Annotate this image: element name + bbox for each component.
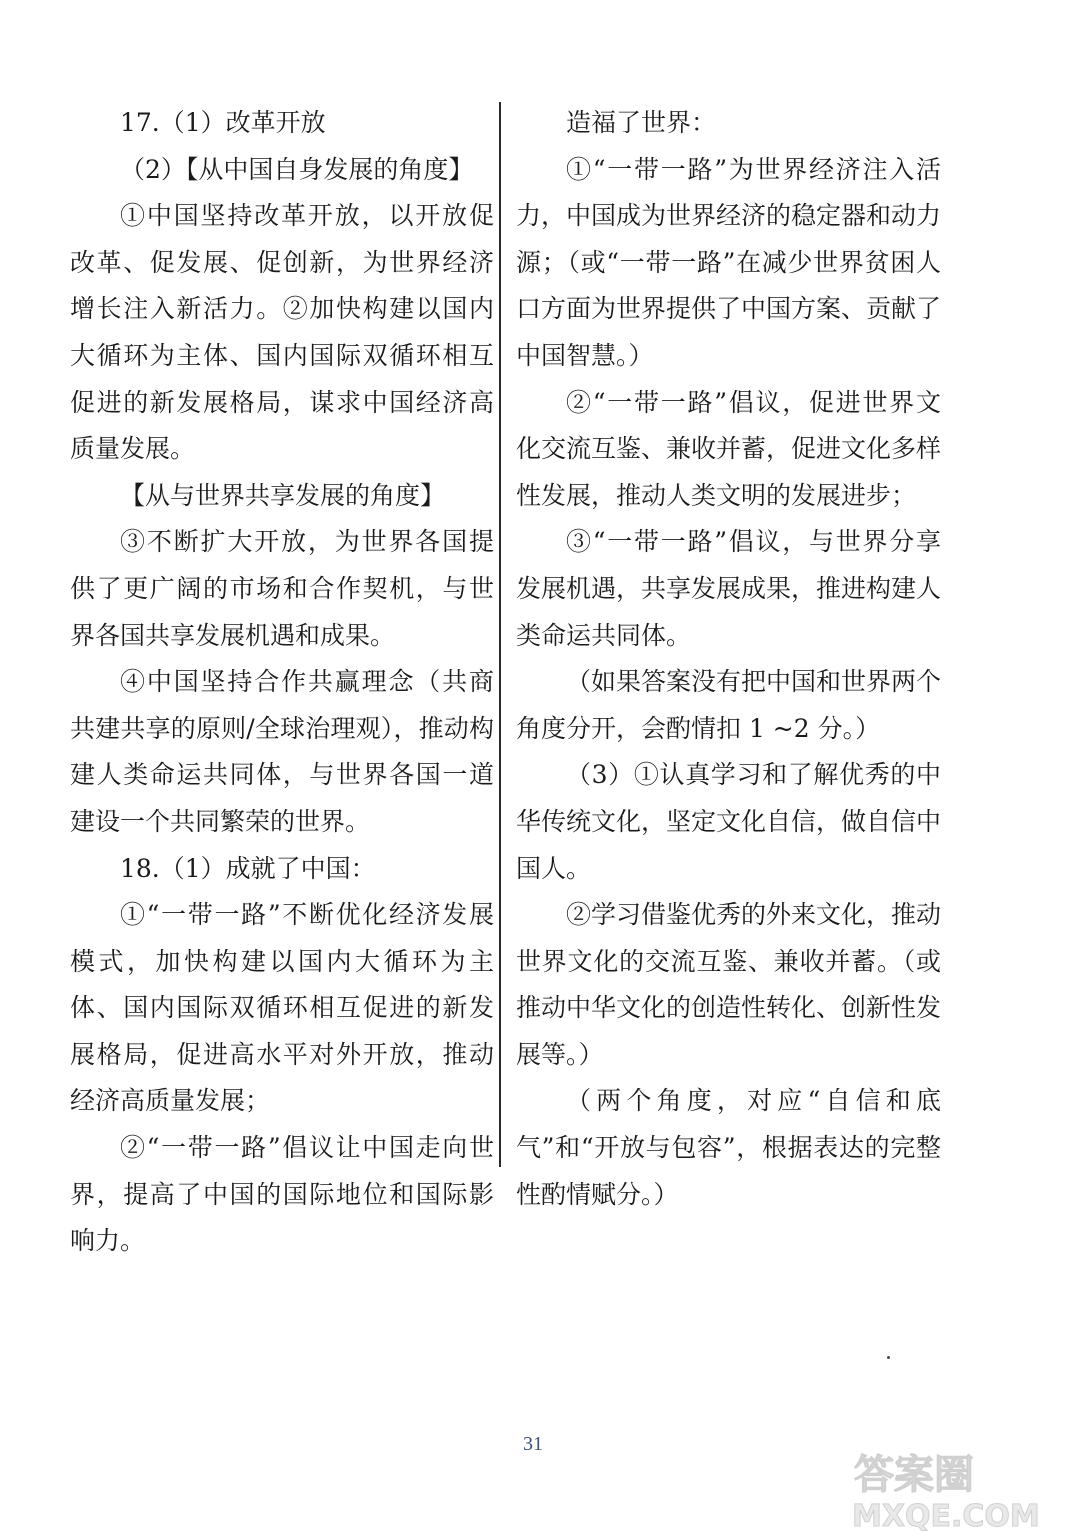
q18-part3-scoring-note: （两个角度，对应“自信和底气”和“开放与包容”，根据表达的完整性酌情赋分。） [516, 1086, 941, 1209]
right-column [516, 100, 941, 1218]
watermark-logo [848, 1446, 1053, 1532]
q18-scoring-note: （如果答案没有把中国和世界两个角度分开，会酌情扣 1 ~2 分。） [516, 667, 942, 743]
q18-china-point-2: ②“一带一路”倡议让中国走向世界，提高了中国的国际地位和国际影响力。 [70, 1133, 494, 1256]
q17-part2-heading-world: 【从与世界共享发展的角度】 [120, 480, 446, 510]
q17-point-1-2: ①中国坚持改革开放，以开放促改革、促发展、促创新，为世界经济增长注入新活力。②加快构建以国内大循环为主体、国内国际双循环相互促进的新发展格局，谋求中国经济高质量发展。 [70, 201, 494, 464]
q17-part1: 17.（1）改革开放 [120, 108, 326, 137]
left-column [70, 100, 494, 1265]
q18-part3-point-1: （3）①认真学习和了解优秀的中华传统文化，坚定文化自信，做自信中国人。 [516, 760, 942, 883]
q18-china-point-1: ①“一带一路”不断优化经济发展模式，加快构建以国内大循环为主体、国内国际双循环相互促进的新发展格局，促进高水平对外开放，推动经济高质量发展； [70, 900, 494, 1116]
speck [887, 1356, 890, 1359]
q17-point-4: ④中国坚持合作共赢理念（共商共建共享的原则/全球治理观），推动构建人类命运共同体，与世界各国一道建设一个共同繁荣的世界。 [70, 667, 494, 836]
q17-point-3: ③不断扩大开放，为世界各国提供了更广阔的市场和合作契机，与世界各国共享发展机遇和成果。 [70, 527, 494, 650]
watermark-top-text: 答案圈 [854, 1452, 974, 1498]
page-number: 31 [523, 1433, 543, 1455]
q18-world-point-1: ①“一带一路”为世界经济注入活力，中国成为世界经济的稳定器和动力源；（或“一带一路”在减少世界贫困人口方面为世界提供了中国方案、贡献了中国智慧。） [516, 154, 942, 370]
q18-part1-heading: 18.（1）成就了中国： [120, 853, 376, 883]
q17-part2-heading-china: （2）【从中国自身发展的角度】 [120, 154, 474, 184]
q18-world-point-3: ③“一带一路”倡议，与世界分享发展机遇，共享发展成果，推进构建人类命运共同体。 [516, 527, 942, 650]
watermark-bottom-text: MXQE.COM [852, 1499, 1040, 1532]
q18-world-point-2: ②“一带一路”倡议，促进世界文化交流互鉴、兼收并蓄，促进文化多样性发展，推动人类文明的发展进步； [516, 387, 942, 510]
column-divider [499, 102, 501, 1167]
q18-part3-point-2: ②学习借鉴优秀的外来文化，推动世界文化的交流互鉴、兼收并蓄。（或推动中华文化的创造性转化、创新性发展等。） [516, 900, 942, 1069]
q18-world-heading: 造福了世界： [566, 108, 717, 137]
